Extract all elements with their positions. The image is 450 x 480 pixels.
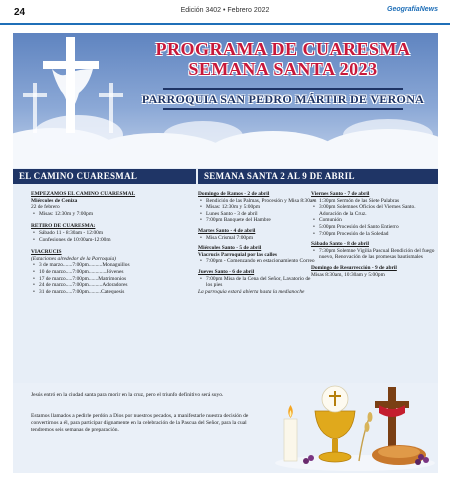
section-heading: Jueves Santo - 6 de abril	[198, 268, 255, 275]
schedule-list	[198, 258, 318, 265]
list-item: • 3 de marzo.......7:00pm..........Monaguillos	[31, 262, 191, 269]
candle-icon	[284, 405, 297, 461]
section-heading: Sábado Santo - 8 de abril	[311, 241, 369, 248]
cross-icon-right-bar	[99, 93, 123, 97]
list-item: • Misa Crismal 7:00pm	[198, 235, 318, 242]
list-item: • 7:00pm Misa de la Cena del Señor, Lavatorio de los pies	[198, 276, 318, 289]
list-item: • 5:00pm Procesión del Santo Entierro	[311, 224, 436, 231]
section-heading: EMPEZAMOS EL CAMINO CUARESMAL	[31, 191, 136, 197]
section-heading: Martes Santo - 4 de abril	[198, 227, 256, 234]
cross-icon-left-bar	[23, 93, 47, 97]
schedule-list	[31, 230, 191, 243]
date-text: 22 de febrero	[31, 204, 60, 211]
divider	[163, 108, 403, 110]
list-item: • 24 de marzo.....7:00pm..........Adoradores	[31, 282, 191, 289]
program-title: PROGRAMA DE CUARESMA	[155, 39, 411, 59]
list-item: • Misas: 12:30m y 7:00pm	[31, 211, 191, 218]
cloud-shape	[343, 119, 433, 151]
list-item: • Lunes Santo - 3 de abril	[198, 211, 318, 218]
logo-text-a: Geografía	[387, 6, 420, 13]
section-subheading: Viacrucis Parroquial por las calles	[198, 251, 277, 258]
section-heading: RETIRO DE CUARESMA:	[31, 223, 96, 230]
shroud-cloth-icon	[49, 67, 99, 117]
edition-label: Edición 3402 • Febrero 2022	[180, 7, 270, 14]
mass-times: Misas 8:30am, 10:30am y 5:00pm	[311, 271, 385, 278]
list-item: • Comunión	[311, 217, 436, 224]
schedule-list	[198, 276, 318, 289]
heading-lent-path: EL CAMINO CUARESMAL	[13, 169, 196, 184]
list-item: • 17 de marzo.....7:00pm.......Matrimonios	[31, 276, 191, 283]
page-header	[0, 0, 450, 25]
hero-banner	[13, 33, 438, 168]
holy-week-column-1	[198, 191, 318, 295]
section-subheading: Miércoles de Ceniza	[31, 197, 78, 204]
lent-program-sheet	[13, 33, 438, 473]
closing-section	[13, 383, 438, 473]
cross-icon-left	[33, 83, 37, 133]
page-number: 24	[14, 7, 26, 18]
closing-paragraph: Estamos llamados a pedirle perdón a Dios por nuestros pecados, a manifestarle nuestra decisión de convertirnos a él, para participar dignamente en la celebración de la Pascua del Señor, para la cual tendremos seis semanas de preparación.	[31, 413, 249, 433]
cross-icon-right	[109, 83, 113, 133]
schedule-list	[31, 262, 191, 295]
schedule-list	[198, 235, 318, 242]
list-item: • 1:30pm Sermón de las Siete Palabras	[311, 198, 436, 205]
chalice-icon	[315, 411, 355, 462]
list-item: • Bendición de las Palmas, Procesión y Misa 8:30am	[198, 198, 318, 205]
list-item: • 7:00pm - Comenzando en estacionamiento Correo	[198, 258, 318, 265]
list-item: • Misas: 12:30m y 5:00pm	[198, 204, 318, 211]
list-item: • 7:00pm Procesión de la Soledad	[311, 231, 436, 238]
section-heading: VIACRUCIS	[31, 249, 62, 256]
logo-text-b: News	[419, 6, 438, 13]
section-heading: Miércoles Santo - 5 de abril	[198, 245, 262, 252]
program-subtitle: SEMANA SANTA 2023	[188, 59, 378, 79]
section-note: (Estaciones alrededor de la Parroquia)	[31, 255, 116, 262]
list-item: • 7:00pm Banquete del Hambre	[198, 217, 318, 224]
list-item: • Confesiones de 10:00am-12:00m	[31, 237, 191, 244]
list-item: • 31 de marzo.....7:00pm.........Catequesis	[31, 289, 191, 296]
list-item: • 3:00pm Solemnes Oficios del Viernes Santo. Adoración de la Cruz.	[311, 204, 436, 217]
list-item: • 7:30pm Solemne Vigilia Pascual Bendición del fuego nuevo, Renovación de las promesas bautismales	[311, 248, 436, 261]
section-heading: Domingo de Ramos - 2 de abril	[198, 191, 270, 197]
list-item: • 10 de marzo.....7:00pm.............Jóvenes	[31, 269, 191, 276]
schedule-list	[198, 198, 318, 224]
cloud-shape	[163, 121, 243, 151]
lent-column	[31, 191, 191, 295]
parish-name: PARROQUIA SAN PEDRO MÁRTIR DE VERONA	[141, 92, 425, 106]
divider	[163, 88, 403, 90]
section-heading: Domingo de Resurrección - 9 de abril	[311, 264, 397, 271]
closing-paragraph: Jesús entró en la ciudad santa para morir en la cruz, pero el triunfo definitivo será suyo.	[31, 392, 224, 398]
schedule-list	[31, 211, 191, 218]
schedule-list	[311, 248, 436, 261]
section-heading: Viernes Santo - 7 de abril	[311, 191, 370, 197]
wooden-cross-icon	[375, 387, 409, 449]
section-note: La parroquia estará abierta hasta la medianoche	[198, 288, 305, 295]
wheat-icon	[359, 412, 373, 461]
publication-logo	[387, 6, 438, 13]
list-item: • Sábado 11 - 8:30am - 12:00m	[31, 230, 191, 237]
schedule-list	[311, 198, 436, 238]
holy-week-column-2	[311, 191, 436, 278]
heading-holy-week: SEMANA SANTA 2 AL 9 DE ABRIL	[198, 169, 438, 184]
host-icon	[322, 386, 348, 412]
easter-symbols-illustration	[271, 383, 438, 473]
